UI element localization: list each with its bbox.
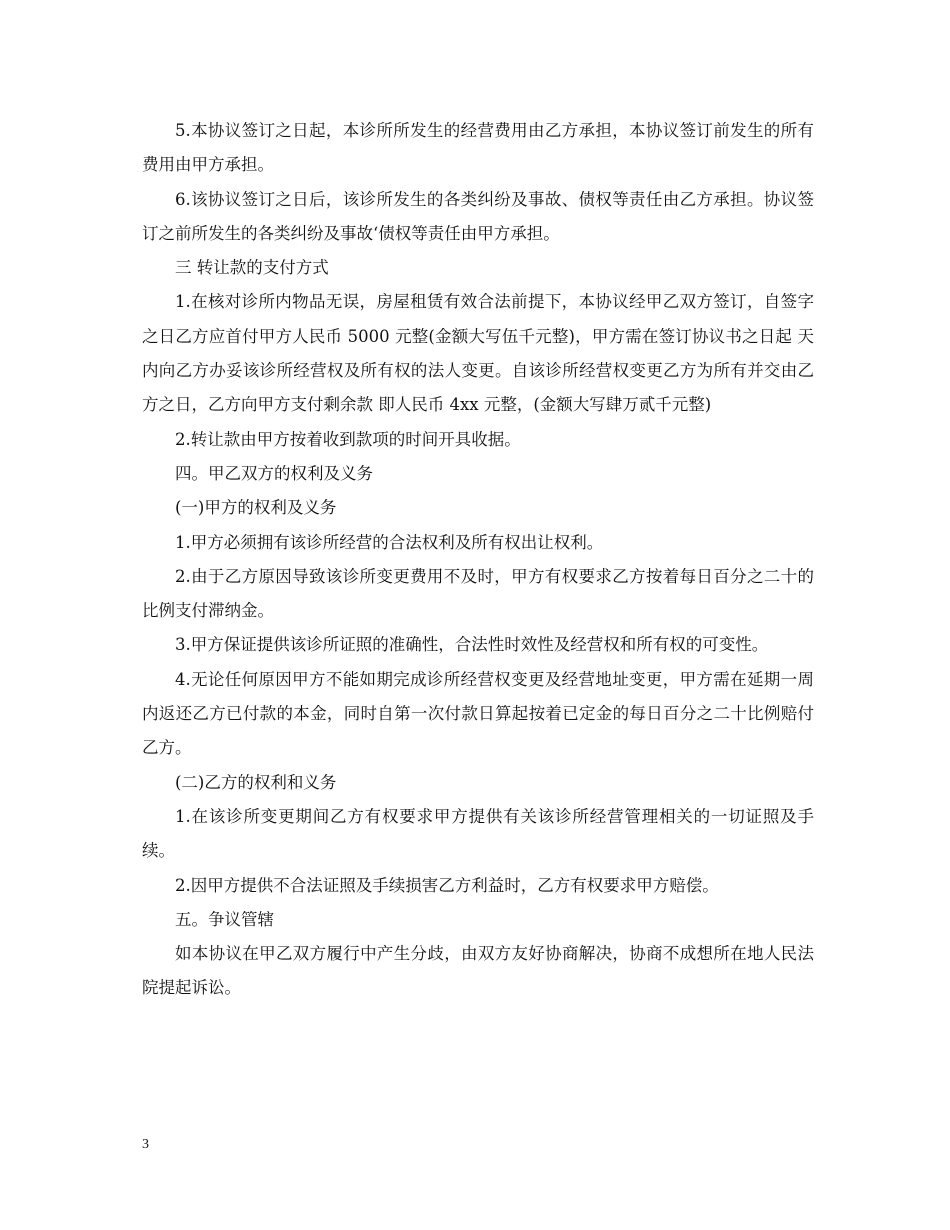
paragraph-party-a-1: 1.甲方必须拥有该诊所经营的合法权利及所有权出让权利。 bbox=[175, 532, 604, 552]
section-heading-payment: 三 转让款的支付方式 bbox=[175, 258, 329, 278]
paragraph-party-b-2: 2.因甲方提供不合法证照及手续损害乙方利益时，乙方有权要求甲方赔偿。 bbox=[175, 875, 719, 895]
subsection-heading-party-b: (二)乙方的权利和义务 bbox=[175, 772, 337, 792]
paragraph-party-a-2: 2.由于乙方原因导致该诊所变更费用不及时，甲方有权要求乙方按着每日百分之二十的比例支付滞纳金。 bbox=[142, 566, 814, 621]
paragraph-party-a-3: 3.甲方保证提供该诊所证照的准确性，合法性时效性及经营权和所有权的可变性。 bbox=[175, 635, 769, 655]
section-heading-rights: 四。甲乙双方的权利及义务 bbox=[175, 463, 373, 483]
subsection-heading-party-a: (一)甲方的权利及义务 bbox=[175, 498, 337, 518]
paragraph-dispute: 如本协议在甲乙双方履行中产生分歧，由双方友好协商解决，协商不成想所在地人民法院提起诉讼。 bbox=[142, 944, 814, 998]
section-heading-dispute: 五。争议管辖 bbox=[175, 909, 274, 929]
paragraph-payment-1: 1.在核对诊所内物品无误，房屋租赁有效合法前提下，本协议经甲乙双方签订，自签字之日乙方应首付甲方人民币 5000 元整(金额大写伍千元整)，甲方需在签订协议书之日起 天内向乙方办妥该诊所经营权及所有权的法人变更。自该诊所经营权变更乙方为所有并交由乙方之日，乙方向甲方支付剩余款 即人民币 4xx 元整，(金额大写肆万贰千元整) bbox=[142, 292, 814, 415]
paragraph-clause-5: 5.本协议签订之日起，本诊所所发生的经营费用由乙方承担，本协议签订前发生的所有费用由甲方承担。 bbox=[142, 121, 814, 175]
paragraph-party-a-4: 4.无论任何原因甲方不能如期完成诊所经营权变更及经营地址变更，甲方需在延期一周内返还乙方已付款的本金，同时自第一次付款日算起按着已定金的每日百分之二十比例赔付乙方。 bbox=[142, 669, 814, 758]
paragraph-payment-2: 2.转让款由甲方按着收到款项的时间开具收据。 bbox=[175, 429, 521, 449]
document-body bbox=[142, 114, 814, 1006]
paragraph-party-b-1: 1.在该诊所变更期间乙方有权要求甲方提供有关该诊所经营管理相关的一切证照及手续。 bbox=[142, 806, 814, 861]
paragraph-clause-6: 6.该协议签订之日后，该诊所发生的各类纠纷及事故、债权等责任由乙方承担。协议签订之前所发生的各类纠纷及事故‘债权等责任由甲方承担。 bbox=[142, 189, 814, 243]
page-number: 3 bbox=[142, 1137, 149, 1152]
